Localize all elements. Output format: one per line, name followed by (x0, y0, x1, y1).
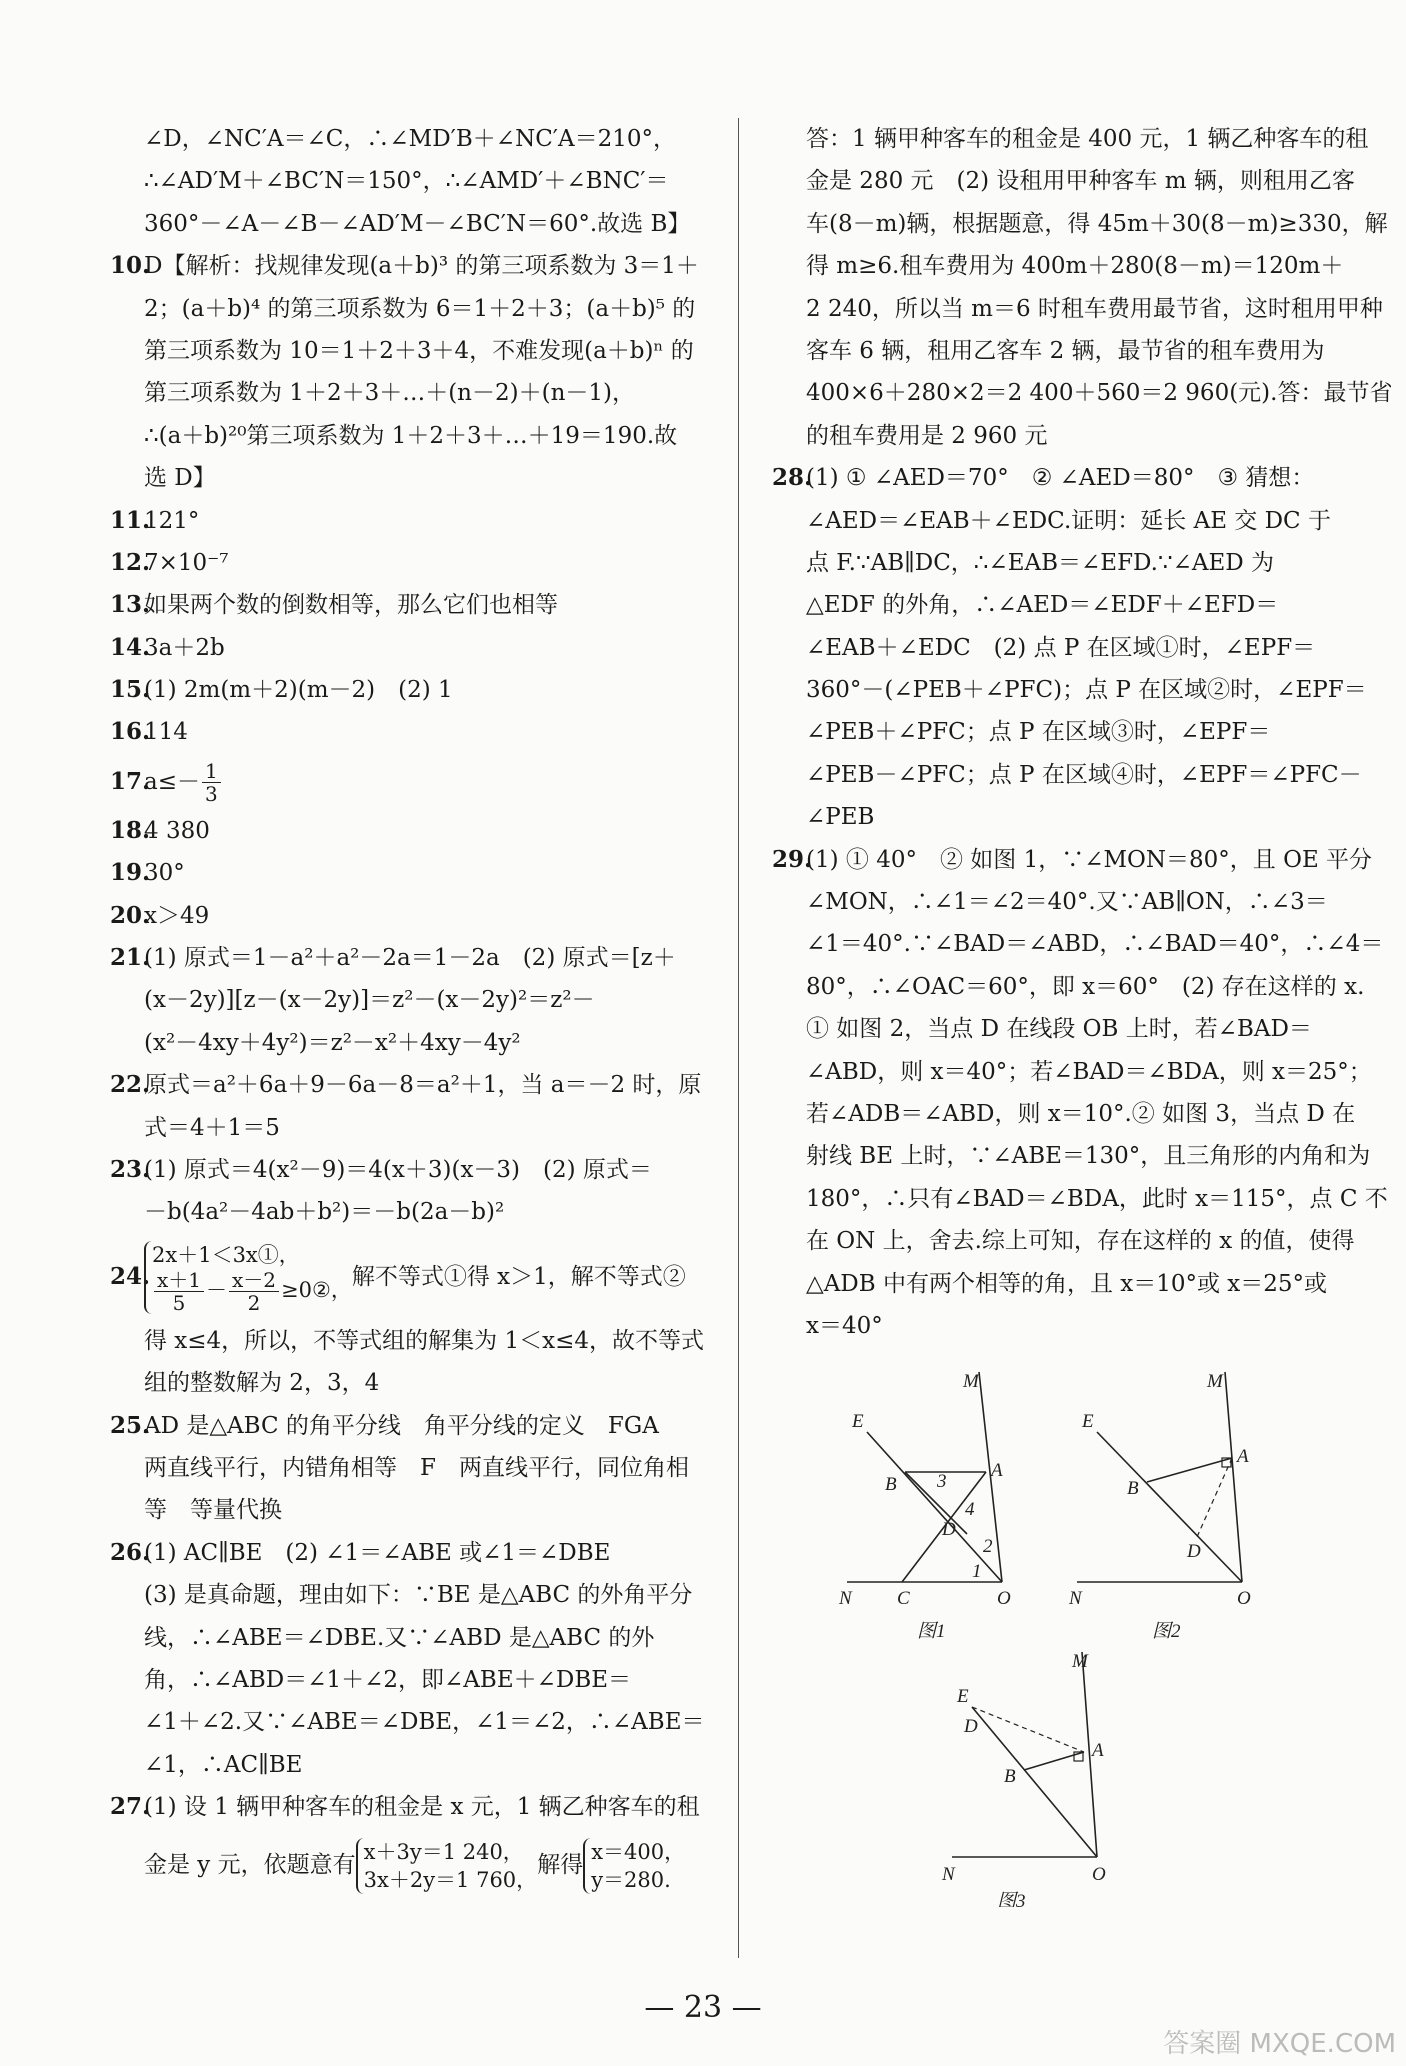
answer-text: 2 240，所以当 m＝6 时租车费用最节省，这时租用甲种 (806, 295, 1383, 322)
answer-line (772, 500, 1364, 542)
item-number: 24. (110, 1262, 151, 1290)
answer-line (110, 1659, 722, 1701)
answer-line (110, 1447, 722, 1489)
answer-line (772, 203, 1388, 245)
fraction (154, 1269, 204, 1314)
left-column (110, 118, 722, 1902)
inequality-rest: ≥0②， (281, 1278, 352, 1303)
item-number: 12. (110, 548, 151, 576)
watermark: 答案圈 MXQE.COM (1163, 2029, 1396, 2059)
answer-line (772, 1135, 1371, 1177)
answer-line: 得 x≤4，所以，不等式组的解集为 1＜x≤4，故不等式 (144, 1327, 705, 1354)
item-number: 17. (110, 767, 151, 795)
fig1-angle-1: 1 (972, 1561, 982, 1583)
answer-text: 第三项系数为 10＝1＋2＋3＋4，不难发现(a＋b)ⁿ 的 (144, 337, 694, 364)
answer-text: 解不等式①得 x＞1，解不等式② (351, 1263, 686, 1290)
fig2-label-E: E (1082, 1411, 1094, 1433)
answer-text: (1) 原式＝4(x²－9)＝4(x＋3)(x－3) (2) 原式＝ (144, 1156, 652, 1183)
answer-text: 原式＝a²＋6a＋9－6a－8＝a²＋1，当 a＝－2 时，原 (144, 1072, 702, 1099)
answer-text: ∴(a＋b)²⁰第三项系数为 1＋2＋3＋…＋19＝190.故 (144, 422, 678, 449)
item-number: 15. (110, 676, 151, 704)
answer-text: AD 是△ABC 的角平分线 角平分线的定义 FGA (144, 1412, 659, 1439)
fig2-label-N: N (1069, 1588, 1082, 1610)
answer-line (110, 1701, 722, 1743)
answer-line: 组的整数解为 2，3，4 (144, 1370, 380, 1397)
answer-item-start (110, 937, 722, 979)
answer-text: (1) 2m(m＋2)(m－2) (2) 1 (144, 677, 453, 704)
answer-text: 答：1 辆甲种客车的租金是 400 元，1 辆乙种客车的租 (806, 126, 1369, 152)
fraction-denominator: 5 (172, 1291, 186, 1316)
answer-text: 2；(a＋b)⁴ 的第三项系数为 6＝1＋2＋3；(a＋b)⁵ 的 (144, 295, 696, 322)
inequality-row-1: 2x＋1＜3x①， (152, 1243, 300, 1268)
fig3-label-A: A (1092, 1740, 1104, 1762)
answer-line (110, 415, 722, 457)
answer-item-start (110, 1234, 722, 1320)
page-number: — 23 — (644, 1990, 762, 2025)
answer-text: 如果两个数的倒数相等，那么它们也相等 (144, 592, 558, 619)
answer-text: ∠PEB (806, 804, 875, 831)
answer-line (772, 160, 1364, 202)
answer-item-start (110, 1149, 722, 1191)
fig2-label-O: O (1237, 1588, 1251, 1610)
answer-text: 7×10⁻⁷ (144, 549, 229, 576)
answer-text: (1) AC∥BE (2) ∠1＝∠ABE 或∠1＝∠DBE (144, 1539, 611, 1566)
answer-line (772, 711, 1364, 753)
answer-line (110, 1617, 722, 1659)
solution-2: y＝280. (591, 1868, 671, 1893)
fraction (202, 760, 221, 805)
answer-text: ∠EAB＋∠EDC (2) 点 P 在区域①时，∠EPF＝ (806, 634, 1316, 661)
item-number: 11. (110, 506, 151, 534)
answer-item-start (110, 754, 722, 810)
answer-item-start (110, 500, 722, 542)
answer-text: △ADB 中有两个相等的角，且 x＝10°或 x＝25°或 (806, 1270, 1328, 1297)
answer-text: 金是 y 元，依题意有 (144, 1852, 356, 1879)
fig3-label-N: N (942, 1864, 955, 1886)
answer-line (110, 160, 722, 202)
answer-text: 线，∴∠ABE＝∠DBE.又∵∠ABD 是△ABC 的外 (144, 1624, 655, 1651)
answer-text: (1) ① 40° ② 如图 1，∵∠MON＝80°，且 OE 平分 (806, 846, 1373, 873)
item-number: 16. (110, 718, 151, 746)
item-number: 13. (110, 591, 151, 619)
answer-text: (3) 是真命题，理由如下：∵BE 是△ABC 的外角平分 (144, 1582, 693, 1609)
answer-text: ∠AED＝∠EAB＋∠EDC.证明：延长 AE 交 DC 于 (806, 507, 1331, 534)
answer-line (772, 1093, 1364, 1135)
answer-text: ∠ABD，则 x＝40°；若∠BAD＝∠BDA，则 x＝25°； (806, 1058, 1372, 1085)
answer-text: ∴∠AD′M＋∠BC′N＝150°，∴∠AMD′＋∠BNC′＝ (144, 168, 669, 195)
item-number: 22. (110, 1071, 151, 1099)
answer-text: 80°，∴∠OAC＝60°，即 x＝60° (2) 存在这样的 x. (806, 973, 1365, 1000)
geometry-figures (772, 1347, 1364, 1907)
answer-text: ∠1＋∠2.又∵∠ABE＝∠DBE，∠1＝∠2，∴∠ABE＝ (144, 1709, 705, 1736)
answer-line (110, 1489, 722, 1531)
answer-text: 金是 280 元 (2) 设租用甲种客车 m 辆，则租用乙客 (806, 168, 1355, 195)
answer-text: 114 (144, 719, 188, 746)
column-divider (738, 118, 739, 1958)
item-number: 28. (772, 464, 813, 492)
answer-line (772, 118, 1369, 160)
answer-text: 360°－(∠PEB＋∠PFC)；点 P 在区域②时，∠EPF＝ (806, 677, 1367, 704)
fraction-denominator: 3 (204, 782, 218, 807)
answer-line (110, 1107, 722, 1149)
answer-text: (x²－4xy＋4y²)＝z²－x²＋4xy－4y² (144, 1029, 521, 1056)
equation-2: 3x＋2y＝1 760， (363, 1868, 538, 1893)
answer-text: 角，∴∠ABD＝∠1＋∠2，即∠ABE＋∠DBE＝ (144, 1666, 632, 1693)
fig3-caption: 图3 (997, 1891, 1026, 1908)
fig2-label-A: A (1237, 1446, 1249, 1468)
answer-line (772, 542, 1364, 584)
item-number: 14. (110, 633, 151, 661)
answer-line (772, 966, 1364, 1008)
answer-item-start (110, 245, 722, 287)
answer-line (110, 1191, 722, 1233)
answer-text: 客车 6 辆，租用乙客车 2 辆，最节省的租车费用为 (806, 337, 1325, 364)
answer-text: a≤－ (144, 768, 200, 795)
answer-line (772, 1008, 1364, 1050)
inequality-system (144, 1241, 352, 1314)
answer-text: ∠D，∠NC′A＝∠C，∴∠MD′B＋∠NC′A＝210°， (144, 126, 677, 152)
equation-system (356, 1838, 538, 1894)
equation-1: x＋3y＝1 240， (363, 1840, 524, 1865)
answer-text: ∠PEB－∠PFC；点 P 在区域④时，∠EPF＝∠PFC－ (806, 761, 1362, 788)
answer-item-start (110, 895, 722, 937)
fig2-label-B: B (1127, 1478, 1139, 1500)
answer-line (772, 584, 1364, 626)
answer-text: (x－2y)][z－(x－2y)]＝z²－(x－2y)²＝z²－ (144, 987, 595, 1014)
answer-item-start (110, 627, 722, 669)
fraction-numerator: x＋1 (154, 1269, 204, 1292)
item-number: 27. (110, 1793, 151, 1821)
answer-text: 4 380 (144, 817, 210, 844)
answer-line (772, 923, 1384, 965)
fraction-denominator: 2 (247, 1291, 261, 1316)
answer-text: 3a＋2b (144, 634, 225, 661)
answer-text: 180°，∴只有∠BAD＝∠BDA，此时 x＝115°，点 C 不 (806, 1185, 1388, 1212)
answer-text: x＞49 (144, 902, 210, 929)
fig2-caption: 图2 (1152, 1621, 1181, 1643)
answer-line (110, 979, 722, 1021)
answer-item-start (772, 457, 1364, 499)
answer-text: 式＝4＋1＝5 (144, 1114, 280, 1141)
answer-text: 等 等量代换 (144, 1497, 282, 1524)
answer-line (110, 118, 722, 160)
answer-text: 121° (144, 507, 200, 534)
answer-line (772, 415, 1364, 457)
answer-line (772, 245, 1364, 287)
answer-line (772, 754, 1364, 796)
answer-text: ∠1，∴AC∥BE (144, 1751, 303, 1778)
item-number: 25. (110, 1411, 151, 1439)
answer-item-start (110, 711, 722, 753)
answer-line (772, 1051, 1372, 1093)
answer-line (110, 372, 722, 414)
answer-text: 选 D】 (144, 465, 216, 492)
answer-text: 400×6＋280×2＝2 400＋560＝2 960(元).答：最节省 (806, 380, 1393, 407)
fig1-label-D: D (942, 1519, 956, 1541)
item-number: 23. (110, 1155, 151, 1183)
answer-item-start (110, 852, 722, 894)
answer-line (110, 203, 722, 245)
answer-text: ① 如图 2，当点 D 在线段 OB 上时，若∠BAD＝ (806, 1016, 1312, 1043)
answer-text: ∠PEB＋∠PFC；点 P 在区域③时，∠EPF＝ (806, 719, 1271, 746)
fig1-label-M: M (963, 1371, 979, 1393)
figure-1 (838, 1371, 1011, 1642)
fig1-angle-4: 4 (965, 1499, 975, 1521)
answer-line (110, 1022, 722, 1064)
answer-item-start (110, 1405, 722, 1447)
answer-line (772, 1305, 1364, 1347)
answer-text: 车(8－m)辆，根据题意，得 45m＋30(8－m)≥330，解 (806, 210, 1388, 237)
fraction-numerator: 1 (202, 760, 221, 783)
answer-text: 点 F.∵AB∥DC，∴∠EAB＝∠EFD.∵∠AED 为 (806, 549, 1275, 576)
solution-1: x＝400， (591, 1840, 686, 1865)
answer-text: －b(4a²－4ab＋b²)＝－b(2a－b)² (144, 1199, 505, 1226)
answer-line (772, 1220, 1364, 1262)
fig1-angle-2: 2 (983, 1536, 993, 1558)
fig3-label-B: B (1004, 1766, 1016, 1788)
answer-text: (1) 设 1 辆甲种客车的租金是 x 元，1 辆乙种客车的租 (144, 1794, 700, 1821)
answer-line (110, 457, 722, 499)
answer-item-start (772, 839, 1373, 881)
answer-text: 30° (144, 860, 185, 887)
answer-text: 若∠ADB＝∠ABD，则 x＝10°.② 如图 3，当点 D 在 (806, 1100, 1356, 1127)
answer-line (110, 1574, 722, 1616)
fig1-label-E: E (852, 1411, 864, 1433)
answer-text: (1) 原式＝1－a²＋a²－2a＝1－2a (2) 原式＝[z＋ (144, 945, 676, 972)
item-number: 29. (772, 845, 813, 873)
answer-item-start (110, 584, 722, 626)
item-number: 19. (110, 859, 151, 887)
fig1-label-O: O (997, 1588, 1011, 1610)
fig1-label-A: A (991, 1460, 1003, 1482)
solution-system (583, 1838, 685, 1894)
answer-text: 第三项系数为 1＋2＋3＋…＋(n－2)＋(n－1)， (144, 380, 635, 407)
answer-text: (1) ① ∠AED＝70° ② ∠AED＝80° ③ 猜想： (806, 465, 1315, 492)
figure-2 (1068, 1371, 1251, 1642)
item-number: 26. (110, 1538, 151, 1566)
fraction (229, 1269, 279, 1314)
answer-item-start (110, 1064, 722, 1106)
answer-item-start (110, 1786, 722, 1828)
inequality-row-2 (152, 1269, 352, 1314)
figure-3 (941, 1651, 1106, 1907)
right-column (772, 118, 1393, 1908)
answer-line (110, 1828, 722, 1902)
answer-text: 射线 BE 上时，∵∠ABE＝130°，且三角形的内角和为 (806, 1143, 1371, 1170)
answer-text: △EDF 的外角，∴∠AED＝∠EDF＋∠EFD＝ (806, 592, 1279, 619)
answer-text: 两直线平行，内错角相等 F 两直线平行，同位角相 (144, 1454, 689, 1481)
answer-text: ∠MON，∴∠1＝∠2＝40°.又∵AB∥ON，∴∠3＝ (806, 889, 1328, 916)
answer-line (772, 1263, 1364, 1305)
fig3-label-M: M (1072, 1651, 1088, 1673)
fig1-label-N: N (839, 1588, 852, 1610)
answer-line (772, 330, 1364, 372)
answer-line (772, 881, 1364, 923)
answer-line (772, 372, 1393, 414)
fig3-label-D: D (964, 1716, 978, 1738)
answer-item-start (110, 810, 722, 852)
answer-text: D【解析：找规律发现(a＋b)³ 的第三项系数为 3＝1＋ (144, 253, 699, 280)
item-number: 10. (110, 252, 151, 280)
answer-line (110, 330, 722, 372)
answer-text: 360°－∠A－∠B－∠AD′M－∠BC′N＝60°.故选 B】 (144, 210, 691, 237)
item-number: 20. (110, 901, 151, 929)
fig2-label-M: M (1207, 1371, 1223, 1393)
answer-text: 得 m≥6.租车费用为 400m＋280(8－m)＝120m＋ (806, 253, 1344, 280)
answer-text: 的租车费用是 2 960 元 (806, 422, 1048, 449)
answer-line (772, 288, 1383, 330)
answer-line (110, 1744, 722, 1786)
answer-text: x＝40° (806, 1312, 883, 1339)
fig1-label-B: B (885, 1474, 897, 1496)
fig3-label-O: O (1092, 1864, 1106, 1886)
minus-sign: － (206, 1278, 228, 1303)
answer-line (772, 627, 1364, 669)
fig1-angle-3: 3 (937, 1471, 947, 1493)
answer-text: 解得 (537, 1852, 584, 1879)
item-number: 21. (110, 944, 151, 972)
fig2-label-D: D (1187, 1541, 1201, 1563)
fig1-caption: 图1 (917, 1621, 946, 1643)
answer-line (772, 796, 1364, 838)
answer-line (772, 1178, 1388, 1220)
fig1-label-C: C (897, 1588, 910, 1610)
answer-line (110, 288, 722, 330)
figures-svg (772, 1347, 1364, 1907)
answer-item-start (110, 542, 722, 584)
answer-line (772, 669, 1367, 711)
fig3-label-E: E (957, 1686, 969, 1708)
answer-text: 在 ON 上，舍去.综上可知，存在这样的 x 的值，使得 (806, 1228, 1355, 1255)
answer-item-start (110, 1532, 722, 1574)
answer-item-start (110, 669, 722, 711)
item-number: 18. (110, 816, 151, 844)
answer-text: ∠1＝40°.∵∠BAD＝∠ABD，∴∠BAD＝40°，∴∠4＝ (806, 931, 1384, 958)
fraction-numerator: x－2 (229, 1269, 279, 1292)
